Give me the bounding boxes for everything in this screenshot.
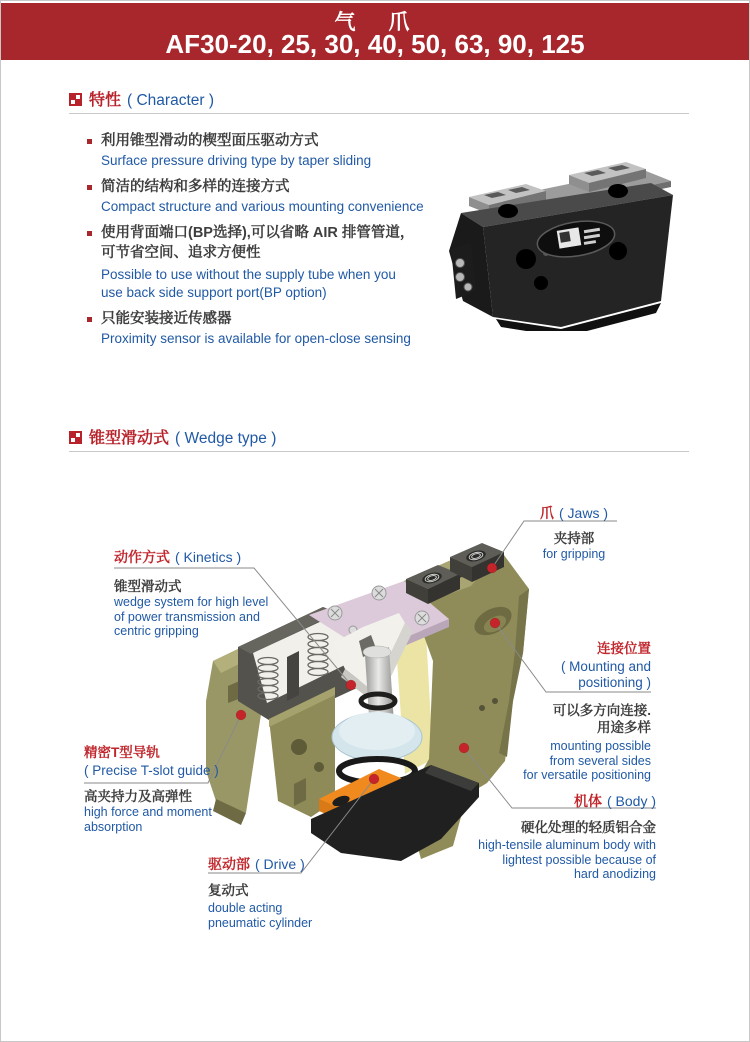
feature-en: Compact structure and various mounting convenience	[101, 199, 424, 214]
wedge-cutaway-diagram	[1, 1, 749, 1041]
callout-desc-en: for versatile positioning	[523, 768, 651, 782]
callout-desc-cn: 用途多样	[597, 720, 651, 735]
feature-cn: 使用背面端口(BP选择),可以省略 AIR 排管管道，	[101, 225, 415, 241]
callout-drive	[208, 854, 312, 930]
feature-cn: 利用锥型滑动的楔型面压驱动方式	[101, 133, 319, 149]
callout-desc-cn: 高夹持力及高弹性	[84, 789, 192, 804]
feature-en: Proximity sensor is available for open-close sensing	[101, 331, 411, 346]
mounting-marker-dot	[490, 618, 500, 628]
callout-desc-cn: 可以多方向连接.	[552, 703, 651, 718]
feature-en: Possible to use without the supply tube when you	[101, 267, 396, 282]
callout-title-en: ( Body )	[606, 793, 656, 809]
section-title-cn: 特性	[89, 92, 122, 109]
callout-desc-en: pneumatic cylinder	[208, 915, 313, 930]
callout-desc-en: wedge system for high level	[114, 595, 269, 609]
callout-desc-cn: 硬化处理的轻质铝合金	[521, 820, 656, 835]
callout-title-cn: 驱动部	[208, 856, 250, 872]
callout-desc-en: lightest possible because of	[502, 852, 656, 867]
callout-title-en: ( Mounting and positioning )	[560, 659, 651, 690]
feature-cn: 简洁的结构和多样的连接方式	[101, 179, 290, 195]
callout-desc-en: high force and moment	[84, 805, 212, 819]
callout-title-en: ( Jaws )	[559, 505, 608, 521]
tslot-marker-dot	[236, 710, 246, 720]
section-title-cn: 锥型滑动式	[89, 430, 170, 447]
callout-desc-en: of power transmission and	[114, 609, 260, 624]
callout-title-cn: 机体	[573, 793, 602, 809]
callout-title-en: ( Drive )	[255, 856, 305, 872]
body-marker-dot	[459, 743, 469, 753]
callout-tslot	[84, 745, 219, 834]
callout-body	[446, 791, 656, 882]
feature-cn: 可节省空间、追求方便性	[101, 245, 261, 261]
kinetics-marker-dot	[346, 680, 356, 690]
callout-desc-cn: 锥型滑动式	[114, 579, 182, 594]
callout-desc-en: for gripping	[542, 547, 606, 561]
callout-title-cn: 动作方式	[114, 549, 170, 565]
callout-desc-en: centric gripping	[114, 624, 199, 638]
callout-title-cn: 精密T型导轨	[84, 745, 160, 760]
callout-title-cn: 连接位置	[597, 641, 651, 656]
section-title-en: ( Wedge type )	[175, 430, 277, 447]
feature-cn: 只能安装接近传感器	[101, 311, 232, 327]
page-title: 气 爪	[334, 11, 416, 34]
callout-jaws	[528, 503, 620, 562]
callout-desc-en: mounting possible	[550, 739, 651, 753]
callout-desc-en: high-tensile aluminum body with	[478, 838, 656, 852]
callout-desc-en: double acting	[208, 901, 283, 915]
callout-desc-en: hard anodizing	[573, 867, 656, 881]
section-title-en: ( Character )	[127, 92, 215, 109]
drive-marker-dot	[369, 774, 379, 784]
model-list: AF30-20, 25, 30, 40, 50, 63, 90, 125	[165, 29, 585, 59]
callout-mounting	[511, 641, 651, 783]
callout-desc-en: absorption	[84, 819, 143, 834]
feature-en: use back side support port(BP option)	[101, 285, 327, 300]
callout-title-en: ( Precise T-slot guide )	[84, 763, 219, 778]
jaws-marker-dot	[487, 563, 497, 573]
feature-en: Surface pressure driving type by taper sliding	[101, 153, 372, 168]
callout-desc-cn: 夹持部	[553, 531, 595, 546]
callout-title-cn: 爪	[540, 505, 554, 521]
callout-title-en: ( Kinetics )	[175, 549, 242, 565]
callout-desc-en: from several sides	[549, 753, 651, 768]
callout-desc-cn: 复动式	[208, 883, 249, 898]
callout-kinetics	[114, 547, 268, 639]
